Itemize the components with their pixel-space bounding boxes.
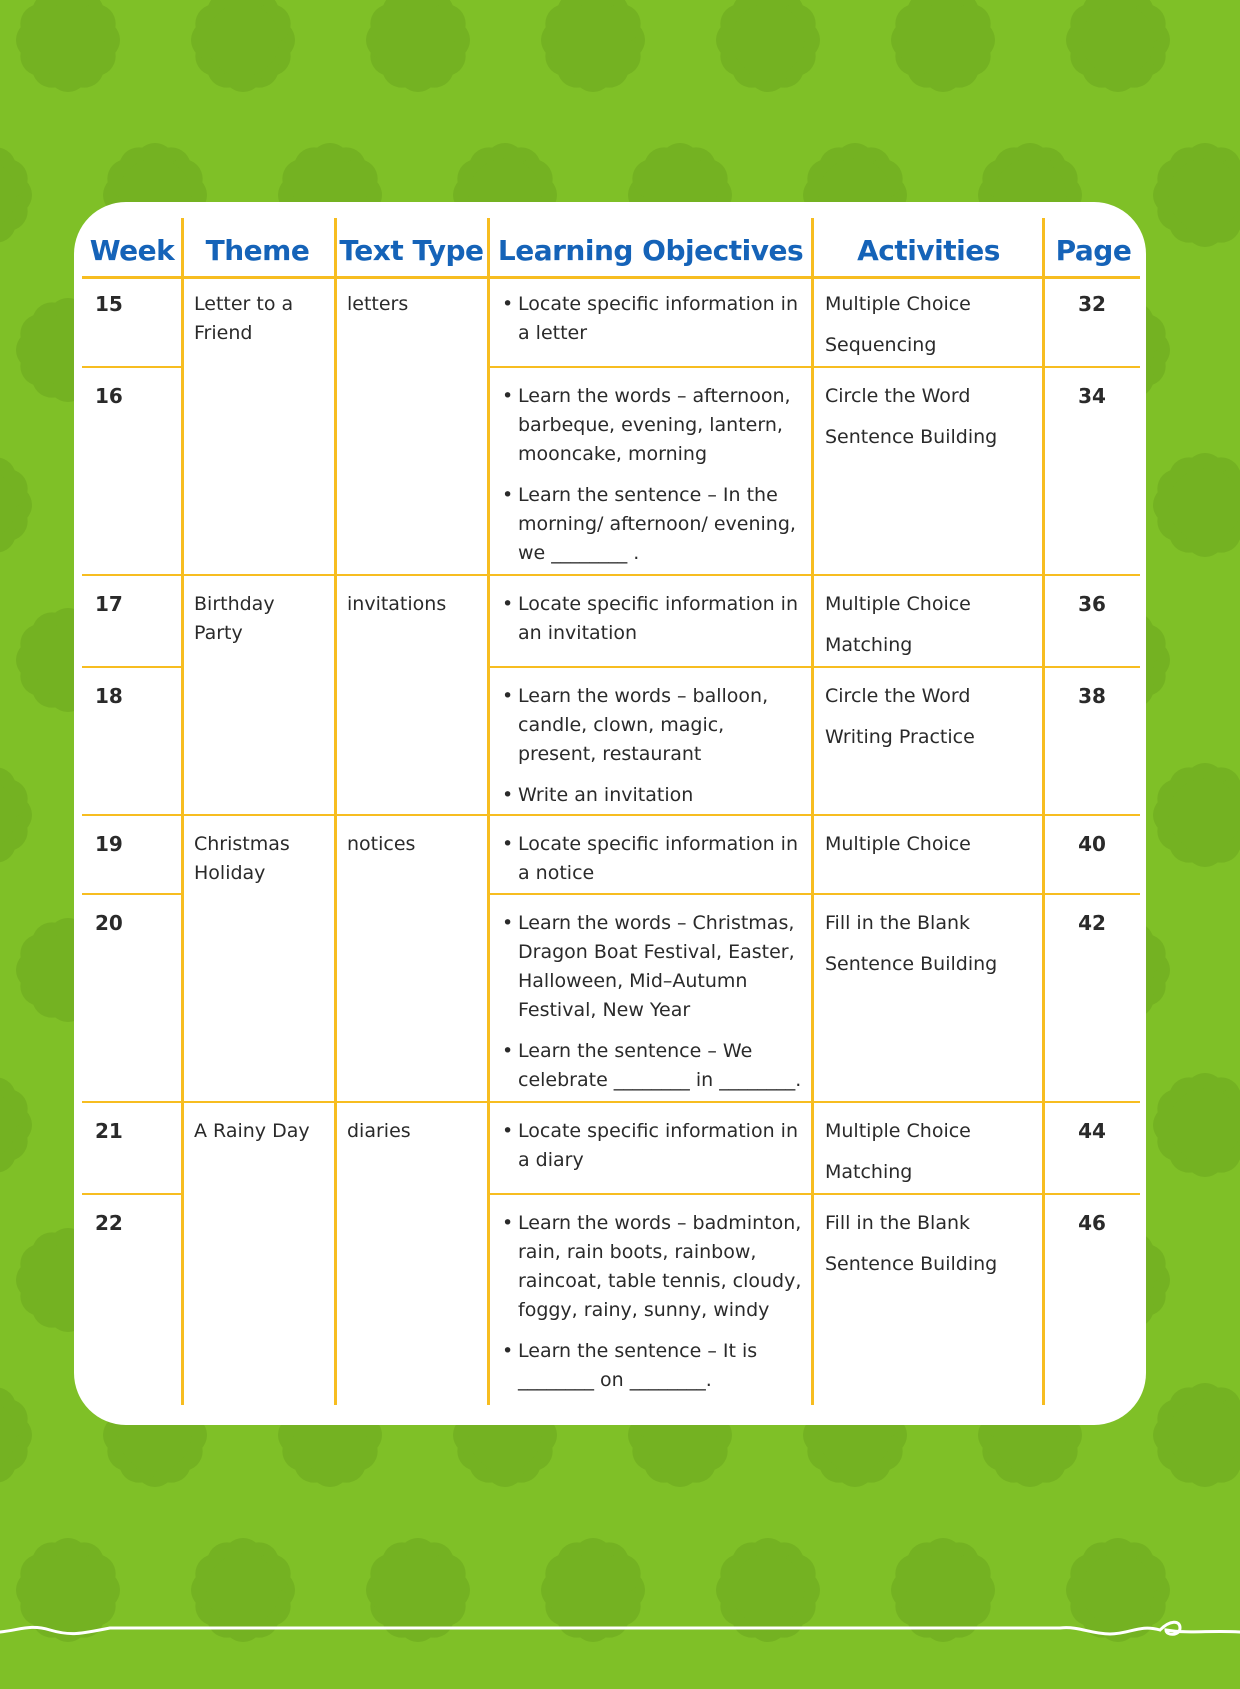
bullet-icon: • (502, 685, 514, 707)
column-divider (1042, 218, 1045, 1405)
theme-cell: Letter to a Friend (194, 293, 294, 344)
header-text-type: Text Type (339, 233, 484, 267)
activities-cell (825, 590, 1037, 672)
objective-text: Learn the sentence – In the morning/ afternoon/ evening, we ________ . (518, 484, 796, 564)
objective-text: Learn the words – balloon, candle, clown, magic, present, restaurant (518, 685, 769, 765)
row-divider (488, 1193, 1140, 1195)
bullet-icon: • (502, 833, 514, 855)
bullet-icon: • (502, 1120, 514, 1142)
page-cell: 36 (1078, 592, 1106, 616)
activity-item: Multiple Choice (825, 293, 971, 315)
objective-item (502, 1037, 804, 1095)
objective-item (502, 830, 804, 888)
text-type-cell: invitations (347, 593, 447, 615)
column-divider (334, 218, 337, 1405)
bullet-icon: • (502, 484, 514, 506)
theme-cell: Birthday Party (194, 593, 275, 644)
activity-item: Multiple Choice (825, 593, 971, 615)
activity-item: Sequencing (825, 334, 937, 356)
bullet-icon: • (502, 912, 514, 934)
activity-item: Matching (825, 1161, 913, 1183)
header-activities: Activities (857, 233, 1000, 267)
row-divider (82, 666, 181, 668)
page-cell: 44 (1078, 1119, 1106, 1143)
objectives-cell (502, 909, 804, 1095)
objective-item (502, 382, 804, 469)
objective-text: Locate specific information in a diary (518, 1120, 798, 1171)
objectives-cell (502, 830, 804, 888)
objective-text: Learn the words – badminton, rain, rain boots, rainbow, raincoat, table tennis, cloudy, foggy, rainy, sunny, windy (518, 1212, 802, 1321)
header-theme: Theme (205, 233, 310, 267)
bullet-icon: • (502, 385, 514, 407)
row-divider (82, 366, 181, 368)
bullet-icon: • (502, 784, 514, 806)
week-cell: 20 (95, 911, 123, 935)
page-cell: 40 (1078, 832, 1106, 856)
objective-text: Learn the words – afternoon, barbeque, evening, lantern, mooncake, morning (518, 385, 791, 465)
header-underline (82, 276, 1140, 279)
text-type-cell: letters (347, 293, 409, 315)
objective-text: Write an invitation (518, 784, 694, 806)
page-cell: 38 (1078, 684, 1106, 708)
text-type-cell: notices (347, 833, 416, 855)
activities-cell (825, 1117, 1037, 1199)
activities-cell (825, 290, 1037, 372)
activity-item: Sentence Building (825, 426, 998, 448)
row-divider (488, 666, 1140, 668)
bullet-icon: • (502, 593, 514, 615)
objectives-cell (502, 382, 804, 568)
week-cell: 21 (95, 1119, 123, 1143)
row-divider (82, 1101, 1140, 1103)
activity-item: Multiple Choice (825, 1120, 971, 1142)
header-objectives: Learning Objectives (497, 233, 804, 267)
row-divider (82, 893, 181, 895)
column-divider (181, 218, 184, 1405)
bullet-icon: • (502, 1040, 514, 1062)
objectives-cell (502, 1117, 804, 1175)
row-divider (488, 893, 1140, 895)
column-divider (487, 218, 490, 1405)
activity-item: Circle the Word (825, 385, 971, 407)
activity-item: Matching (825, 634, 913, 656)
objective-text: Locate specific information in an invitation (518, 593, 798, 644)
text-type-cell: diaries (347, 1120, 411, 1142)
objectives-cell (502, 590, 804, 648)
objective-text: Learn the sentence – It is ________ on ________. (518, 1340, 758, 1391)
objective-text: Locate specific information in a notice (518, 833, 798, 884)
row-divider (488, 366, 1140, 368)
objective-item (502, 290, 804, 348)
column-divider (811, 218, 814, 1405)
page-cell: 34 (1078, 384, 1106, 408)
activity-item: Multiple Choice (825, 833, 971, 855)
page-cell: 42 (1078, 911, 1106, 935)
activities-cell (825, 682, 1037, 764)
objective-item (502, 481, 804, 568)
bullet-icon: • (502, 1340, 514, 1362)
objective-item (502, 1117, 804, 1175)
bullet-icon: • (502, 1212, 514, 1234)
objective-item (502, 781, 804, 810)
activity-item: Sentence Building (825, 1253, 998, 1275)
objective-item (502, 1337, 804, 1395)
activities-cell (825, 909, 1037, 991)
header-page: Page (1055, 233, 1132, 267)
activity-item: Fill in the Blank (825, 1212, 971, 1234)
objective-item (502, 590, 804, 648)
objectives-cell (502, 290, 804, 348)
week-cell: 17 (95, 592, 123, 616)
footer-wavy-line (0, 1610, 1240, 1650)
activity-item: Circle the Word (825, 685, 971, 707)
objective-item (502, 682, 804, 769)
week-cell: 19 (95, 832, 123, 856)
activity-item: Sentence Building (825, 953, 998, 975)
activity-item: Fill in the Blank (825, 912, 971, 934)
activity-item: Writing Practice (825, 726, 975, 748)
theme-cell: Christmas Holiday (194, 833, 290, 884)
page-cell: 46 (1078, 1211, 1106, 1235)
objectives-cell (502, 682, 804, 810)
activities-cell (825, 830, 1037, 871)
activities-cell (825, 1209, 1037, 1291)
objective-text: Learn the words – Christmas, Dragon Boat Festival, Easter, Halloween, Mid–Autumn Festival, New Year (518, 912, 795, 1021)
week-cell: 15 (95, 292, 123, 316)
week-cell: 22 (95, 1211, 123, 1235)
activities-cell (825, 382, 1037, 464)
theme-cell: A Rainy Day (194, 1120, 310, 1142)
objective-text: Learn the sentence – We celebrate ________ in ________. (518, 1040, 802, 1091)
header-week: Week (89, 233, 175, 267)
row-divider (82, 574, 1140, 576)
week-cell: 16 (95, 384, 123, 408)
row-divider (82, 1193, 181, 1195)
objective-text: Locate specific information in a letter (518, 293, 798, 344)
objective-item (502, 1209, 804, 1325)
objectives-cell (502, 1209, 804, 1395)
page-cell: 32 (1078, 292, 1106, 316)
week-cell: 18 (95, 684, 123, 708)
objective-item (502, 909, 804, 1025)
row-divider (82, 814, 1140, 816)
bullet-icon: • (502, 293, 514, 315)
